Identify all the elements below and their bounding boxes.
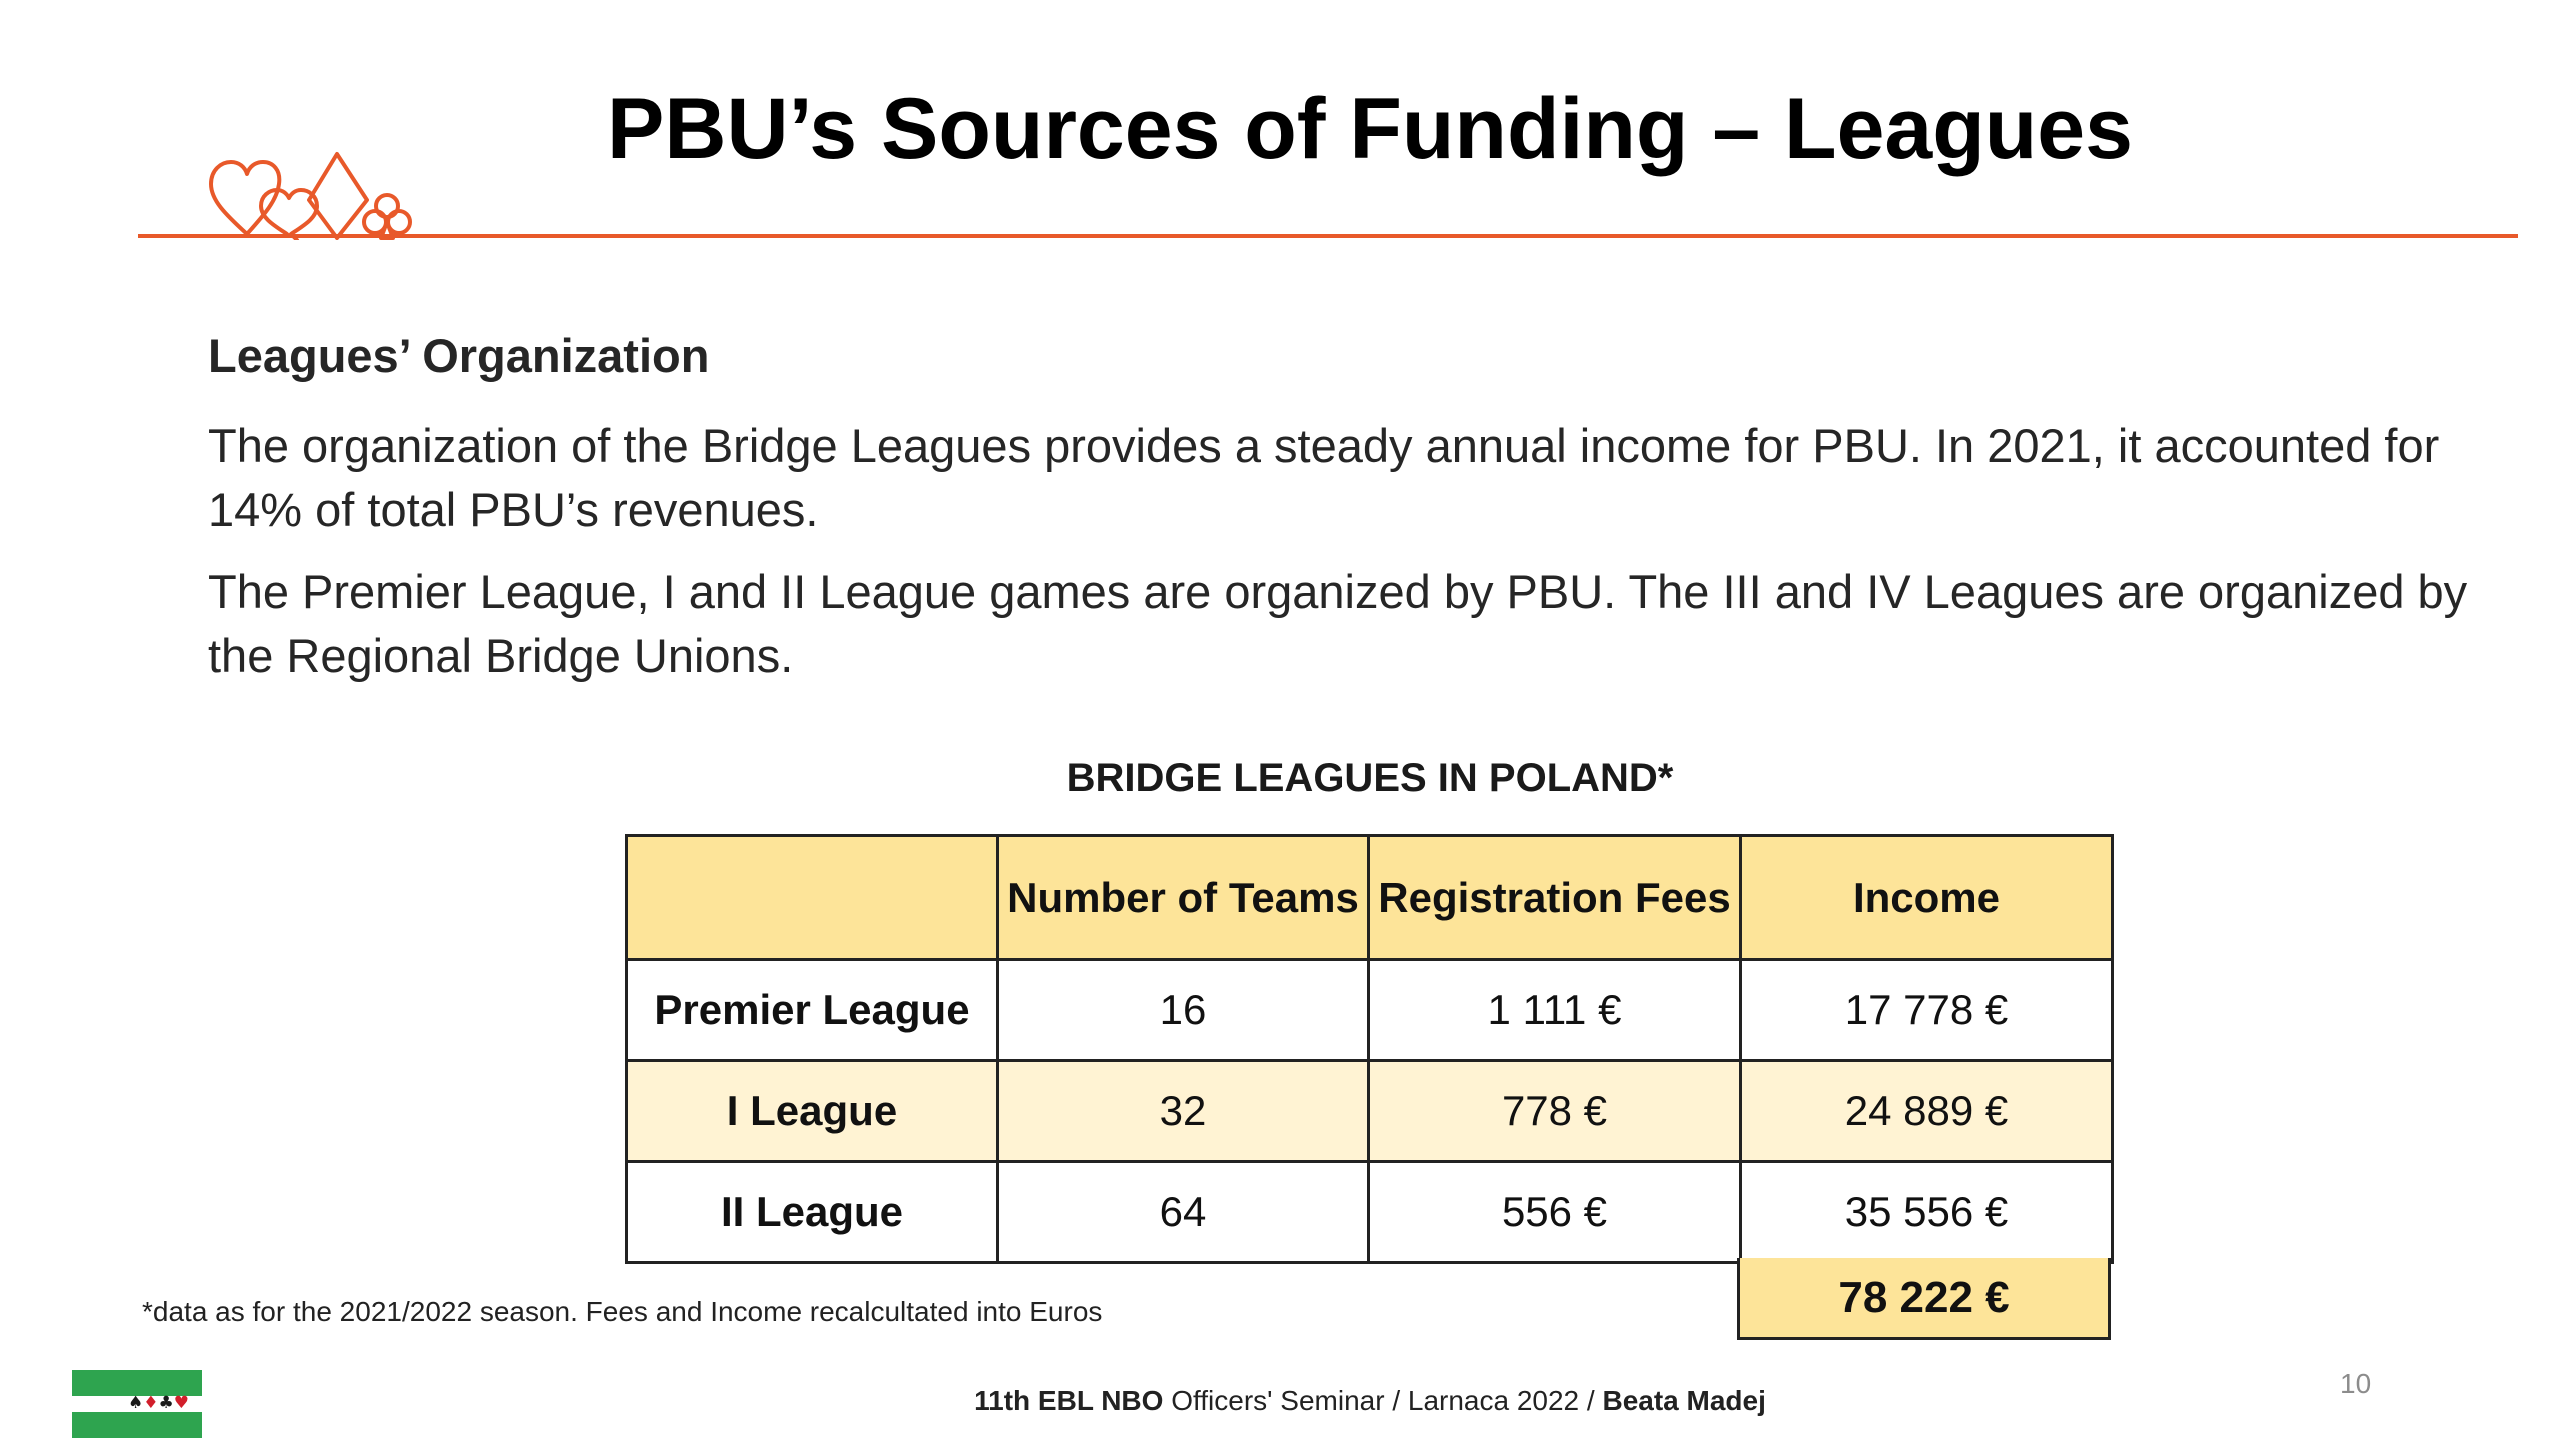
table-row bbox=[627, 1061, 2113, 1162]
league-name: Premier League bbox=[627, 960, 998, 1061]
table-row bbox=[627, 960, 2113, 1061]
table-footnote: *data as for the 2021/2022 season. Fees and Income recalcultated into Euros bbox=[142, 1296, 1103, 1327]
header-cell-empty bbox=[627, 836, 998, 960]
total-income-cell: 78 222 € bbox=[1737, 1258, 2111, 1340]
intro-paragraph: The organization of the Bridge Leagues provides a steady annual income for PBU. In 2021, it accounted for 14% of total PBU’s revenues. bbox=[208, 419, 2440, 536]
table-row bbox=[627, 1162, 2113, 1263]
section-subheading: Leagues’ Organization bbox=[208, 329, 710, 382]
fee-cell: 556 € bbox=[1369, 1162, 1741, 1263]
header-registration-fees: Registration Fees bbox=[1369, 836, 1741, 960]
leagues-table bbox=[625, 834, 2114, 1264]
table-title: BRIDGE LEAGUES IN POLAND* bbox=[1066, 756, 1674, 800]
teams-cell: 32 bbox=[998, 1061, 1369, 1162]
title-underline bbox=[138, 234, 2518, 238]
teams-cell: 64 bbox=[998, 1162, 1369, 1263]
fee-cell: 1 111 € bbox=[1369, 960, 1741, 1061]
header-number-of-teams: Number of Teams bbox=[998, 836, 1369, 960]
page-number: 10 bbox=[2340, 1368, 2372, 1399]
table-header-row bbox=[627, 836, 2113, 960]
income-cell: 17 778 € bbox=[1741, 960, 2113, 1061]
income-cell: 24 889 € bbox=[1741, 1061, 2113, 1162]
organization-paragraph: The Premier League, I and II League games are organized by PBU. The III and IV Leagues are organized by the Regional Bridge Unions. bbox=[208, 565, 2468, 682]
teams-cell: 16 bbox=[998, 960, 1369, 1061]
income-cell: 35 556 € bbox=[1741, 1162, 2113, 1263]
card-suits-outline-icon bbox=[205, 150, 425, 240]
league-name: I League bbox=[627, 1061, 998, 1162]
fee-cell: 778 € bbox=[1369, 1061, 1741, 1162]
footer-author: Beata Madej bbox=[1602, 1385, 1766, 1416]
footer-event-detail: Officers' Seminar / Larnaca 2022 / bbox=[1163, 1385, 1603, 1416]
footer-credit bbox=[0, 1385, 2560, 1417]
slide-title: PBU’s Sources of Funding – Leagues bbox=[607, 81, 2133, 177]
logo-suits-icon: ♠♦♣♥ bbox=[128, 1393, 189, 1413]
league-name: II League bbox=[627, 1162, 998, 1263]
header-income: Income bbox=[1741, 836, 2113, 960]
footer-event: 11th EBL NBO bbox=[974, 1385, 1164, 1416]
